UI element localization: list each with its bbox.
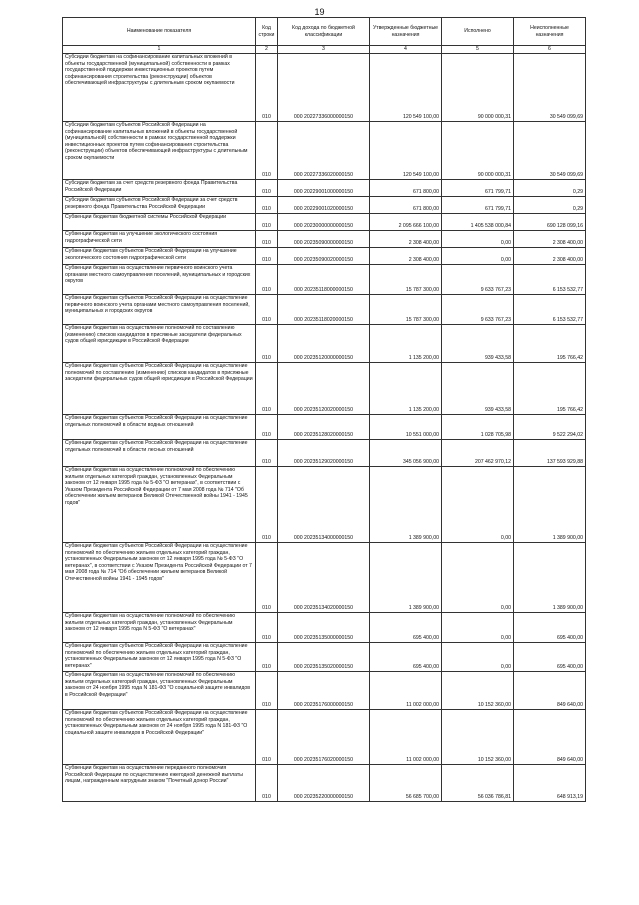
row-kbk: 000 20235128020000150 [278, 415, 370, 440]
row-unexecuted: 0,29 [514, 197, 586, 214]
row-line-code: 010 [256, 197, 278, 214]
row-line-code: 010 [256, 467, 278, 543]
row-name: Субвенции бюджетам на осуществление полномочий по обеспечению жильем отдельных категорий граждан, установленных Федеральным законом от 12 января 1995 года N 5-ФЗ "О ветеранах" [63, 613, 256, 643]
row-name: Субвенции бюджетам субъектов Российской Федерации на осуществление полномочий по обеспечению жильем отдельных категорий граждан, установленных Федеральным законом от 12 января 1995 года N 5-ФЗ "О ветеранах" [63, 643, 256, 672]
row-line-code: 010 [256, 415, 278, 440]
row-kbk: 000 20235135020000150 [278, 643, 370, 672]
header-approved: Утвержденные бюджетные назначения [370, 18, 442, 46]
row-approved: 56 685 700,00 [370, 765, 442, 802]
column-number: 3 [278, 46, 370, 54]
row-approved: 2 308 400,00 [370, 248, 442, 265]
row-unexecuted: 195 766,42 [514, 363, 586, 415]
row-kbk: 000 20235176000000150 [278, 672, 370, 710]
column-number: 1 [63, 46, 256, 54]
row-unexecuted: 137 593 929,88 [514, 440, 586, 467]
table-row [63, 180, 586, 197]
row-unexecuted: 1 389 900,00 [514, 543, 586, 613]
row-executed: 0,00 [442, 467, 514, 543]
row-line-code: 010 [256, 54, 278, 122]
row-name: Субвенции бюджетам на осуществление полномочий по обеспечению жильем отдельных категорий граждан, установленных Федеральным законом от 24 ноября 1995 года N 181-ФЗ "О социальной защите инвалидов в Российской Федерации" [63, 672, 256, 710]
row-name: Субвенции бюджетам субъектов Российской Федерации на осуществление отдельных полномочий в области лесных отношений [63, 440, 256, 467]
row-kbk: 000 20235120020000150 [278, 363, 370, 415]
row-kbk: 000 20235118000000150 [278, 265, 370, 295]
row-kbk: 000 20235134000000150 [278, 467, 370, 543]
row-approved: 2 308 400,00 [370, 231, 442, 248]
header-name: Наименование показателя [63, 18, 256, 46]
row-executed: 671 799,71 [442, 197, 514, 214]
row-executed: 1 028 705,98 [442, 415, 514, 440]
row-unexecuted: 648 913,19 [514, 765, 586, 802]
row-unexecuted: 849 640,00 [514, 672, 586, 710]
row-executed: 0,00 [442, 643, 514, 672]
table-row [63, 672, 586, 710]
row-executed: 10 152 360,00 [442, 672, 514, 710]
table-row [63, 440, 586, 467]
row-name: Субвенции бюджетам на осуществление переданного полномочия Российской Федерации по осуществлению ежегодной денежной выплаты лицам, награжденным нагрудным знаком "Почетный донор России" [63, 765, 256, 802]
row-line-code: 010 [256, 265, 278, 295]
row-line-code: 010 [256, 672, 278, 710]
row-kbk: 000 20235090000000150 [278, 231, 370, 248]
row-name: Субвенции бюджетам на осуществление полномочий по составлению (изменению) списков кандидатов в присяжные заседатели федеральных судов общей юрисдикции в Российской Федерации [63, 325, 256, 363]
row-approved: 120 549 100,00 [370, 54, 442, 122]
row-approved: 10 551 000,00 [370, 415, 442, 440]
table-row [63, 122, 586, 180]
table-row [63, 248, 586, 265]
row-approved: 345 056 900,00 [370, 440, 442, 467]
table-row [63, 467, 586, 543]
row-approved: 671 800,00 [370, 180, 442, 197]
row-kbk: 000 20230000000000150 [278, 214, 370, 231]
header-executed: Исполнено [442, 18, 514, 46]
column-number: 6 [514, 46, 586, 54]
row-unexecuted: 690 128 099,16 [514, 214, 586, 231]
row-executed: 0,00 [442, 613, 514, 643]
table-row [63, 54, 586, 122]
row-unexecuted: 2 308 400,00 [514, 248, 586, 265]
header-line-code: Код строки [256, 18, 278, 46]
row-executed: 1 405 538 000,84 [442, 214, 514, 231]
row-line-code: 010 [256, 295, 278, 325]
row-unexecuted: 6 153 532,77 [514, 295, 586, 325]
row-executed: 207 462 970,12 [442, 440, 514, 467]
row-line-code: 010 [256, 765, 278, 802]
row-kbk: 000 20235120000000150 [278, 325, 370, 363]
row-name: Субвенции бюджетам субъектов Российской Федерации на осуществление отдельных полномочий в области водных отношений [63, 415, 256, 440]
row-kbk: 000 20235135000000150 [278, 613, 370, 643]
row-executed: 90 000 000,31 [442, 54, 514, 122]
row-kbk: 000 20227336000000150 [278, 54, 370, 122]
row-line-code: 010 [256, 231, 278, 248]
row-unexecuted: 0,29 [514, 180, 586, 197]
row-line-code: 010 [256, 613, 278, 643]
row-approved: 671 800,00 [370, 197, 442, 214]
table-row [63, 325, 586, 363]
row-executed: 671 799,71 [442, 180, 514, 197]
table-body [63, 54, 586, 802]
row-line-code: 010 [256, 325, 278, 363]
row-kbk: 000 20229001000000150 [278, 180, 370, 197]
row-approved: 695 400,00 [370, 613, 442, 643]
row-approved: 1 135 200,00 [370, 363, 442, 415]
row-line-code: 010 [256, 543, 278, 613]
row-name: Субсидии бюджетам субъектов Российской Федерации за счет средств резервного фонда Правительства Российской Федерации [63, 197, 256, 214]
row-approved: 11 002 000,00 [370, 672, 442, 710]
column-number: 2 [256, 46, 278, 54]
row-name: Субсидии бюджетам субъектов Российской Федерации на софинансирование капитальных вложений в объекты государственной (муниципальной) собственности в рамках государственной поддержки инвестиционных проектов путем софинансирования строительства (реконструкции) объектов обеспечивающей инфраструктуры с длительным сроком окупаемости [63, 122, 256, 180]
row-approved: 15 787 300,00 [370, 265, 442, 295]
row-unexecuted: 6 153 532,77 [514, 265, 586, 295]
row-approved: 1 389 900,00 [370, 467, 442, 543]
row-unexecuted: 1 389 900,00 [514, 467, 586, 543]
row-approved: 15 787 300,00 [370, 295, 442, 325]
row-approved: 120 549 100,00 [370, 122, 442, 180]
row-name: Субсидии бюджетам за счет средств резервного фонда Правительства Российской Федерации [63, 180, 256, 197]
row-unexecuted: 695 400,00 [514, 643, 586, 672]
table-row [63, 363, 586, 415]
row-kbk: 000 20235220000000150 [278, 765, 370, 802]
row-name: Субвенции бюджетам на осуществление полномочий по обеспечению жильем отдельных категорий граждан, установленных Федеральным законом от 12 января 1995 года № 5-ФЗ "О ветеранах", в соответствии с Указом Президента Российской Федерации от 7 мая 2008 года № 714 "Об обеспечении жильем ветеранов Великой Отечественной войны 1941 - 1945 годов" [63, 467, 256, 543]
row-name: Субвенции бюджетам на осуществление первичного воинского учета органами местного самоуправления поселений, муниципальных и городских округов [63, 265, 256, 295]
column-number-row [63, 46, 586, 54]
row-name: Субвенции бюджетам на улучшение экологического состояния гидрографической сети [63, 231, 256, 248]
table-row [63, 613, 586, 643]
row-name: Субвенции бюджетам субъектов Российской Федерации на осуществление полномочий по обеспечению жильем отдельных категорий граждан, установленных Федеральным законом от 24 ноября 1995 года N 181-ФЗ "О социальной защите инвалидов в Российской Федерации" [63, 710, 256, 765]
table-row [63, 543, 586, 613]
row-executed: 0,00 [442, 231, 514, 248]
row-line-code: 010 [256, 710, 278, 765]
table-row [63, 710, 586, 765]
row-name: Субвенции бюджетам субъектов Российской Федерации на осуществление полномочий по составлению (изменению) списков кандидатов в присяжные заседатели федеральных судов общей юрисдикции в Российской Федерации [63, 363, 256, 415]
table-row [63, 231, 586, 248]
row-unexecuted: 2 308 400,00 [514, 231, 586, 248]
row-approved: 1 389 900,00 [370, 543, 442, 613]
row-line-code: 010 [256, 440, 278, 467]
row-approved: 1 135 200,00 [370, 325, 442, 363]
row-name: Субвенции бюджетам бюджетной системы Российской Федерации [63, 214, 256, 231]
row-line-code: 010 [256, 643, 278, 672]
row-unexecuted: 9 522 294,02 [514, 415, 586, 440]
table-row [63, 295, 586, 325]
row-unexecuted: 695 400,00 [514, 613, 586, 643]
row-executed: 90 000 000,31 [442, 122, 514, 180]
row-unexecuted: 195 766,42 [514, 325, 586, 363]
header-unexecuted: Неисполненные назначения [514, 18, 586, 46]
row-kbk: 000 20227336020000150 [278, 122, 370, 180]
row-line-code: 010 [256, 363, 278, 415]
table-row [63, 265, 586, 295]
table-header [63, 18, 586, 54]
row-approved: 11 002 000,00 [370, 710, 442, 765]
budget-execution-table [62, 17, 586, 802]
row-name: Субвенции бюджетам субъектов Российской Федерации на улучшение экологического состояния гидрографической сети [63, 248, 256, 265]
row-kbk: 000 20229001020000150 [278, 197, 370, 214]
row-line-code: 010 [256, 180, 278, 197]
row-kbk: 000 20235176020000150 [278, 710, 370, 765]
row-unexecuted: 849 640,00 [514, 710, 586, 765]
row-line-code: 010 [256, 214, 278, 231]
row-executed: 10 152 360,00 [442, 710, 514, 765]
table-row [63, 197, 586, 214]
row-kbk: 000 20235118020000150 [278, 295, 370, 325]
row-approved: 2 095 666 100,00 [370, 214, 442, 231]
row-unexecuted: 30 549 099,69 [514, 122, 586, 180]
table-row [63, 643, 586, 672]
row-line-code: 010 [256, 122, 278, 180]
column-number: 5 [442, 46, 514, 54]
row-executed: 939 433,58 [442, 363, 514, 415]
header-kbk: Код дохода по бюджетной классификации [278, 18, 370, 46]
row-executed: 9 633 767,23 [442, 295, 514, 325]
row-executed: 939 433,58 [442, 325, 514, 363]
row-executed: 0,00 [442, 543, 514, 613]
row-executed: 0,00 [442, 248, 514, 265]
row-executed: 56 036 786,81 [442, 765, 514, 802]
table-row [63, 415, 586, 440]
table-row [63, 214, 586, 231]
row-unexecuted: 30 549 099,69 [514, 54, 586, 122]
page-number: 19 [314, 7, 325, 17]
row-kbk: 000 20235090020000150 [278, 248, 370, 265]
row-kbk: 000 20235134020000150 [278, 543, 370, 613]
row-approved: 695 400,00 [370, 643, 442, 672]
row-executed: 9 633 767,23 [442, 265, 514, 295]
row-kbk: 000 20235129020000150 [278, 440, 370, 467]
row-name: Субсидии бюджетам на софинансирование капитальных вложений в объекты государственной (муниципальной) собственности в рамках государственной поддержки инвестиционных проектов путем софинансирования строительства (реконструкции) объектов обеспечивающей инфраструктуры с длительным сроком окупаемости [63, 54, 256, 122]
row-line-code: 010 [256, 248, 278, 265]
column-number: 4 [370, 46, 442, 54]
row-name: Субвенции бюджетам субъектов Российской Федерации на осуществление полномочий по обеспечению жильем отдельных категорий граждан, установленных Федеральным законом от 12 января 1995 года № 5-ФЗ "О ветеранах", в соответствии с Указом Президента Российской Федерации от 7 мая 2008 года № 714 "Об обеспечении жильем ветеранов Великой Отечественной войны 1941 - 1945 годов" [63, 543, 256, 613]
table-row [63, 765, 586, 802]
row-name: Субвенции бюджетам субъектов Российской Федерации на осуществление первичного воинского учета органами местного самоуправления поселений, муниципальных и городских округов [63, 295, 256, 325]
